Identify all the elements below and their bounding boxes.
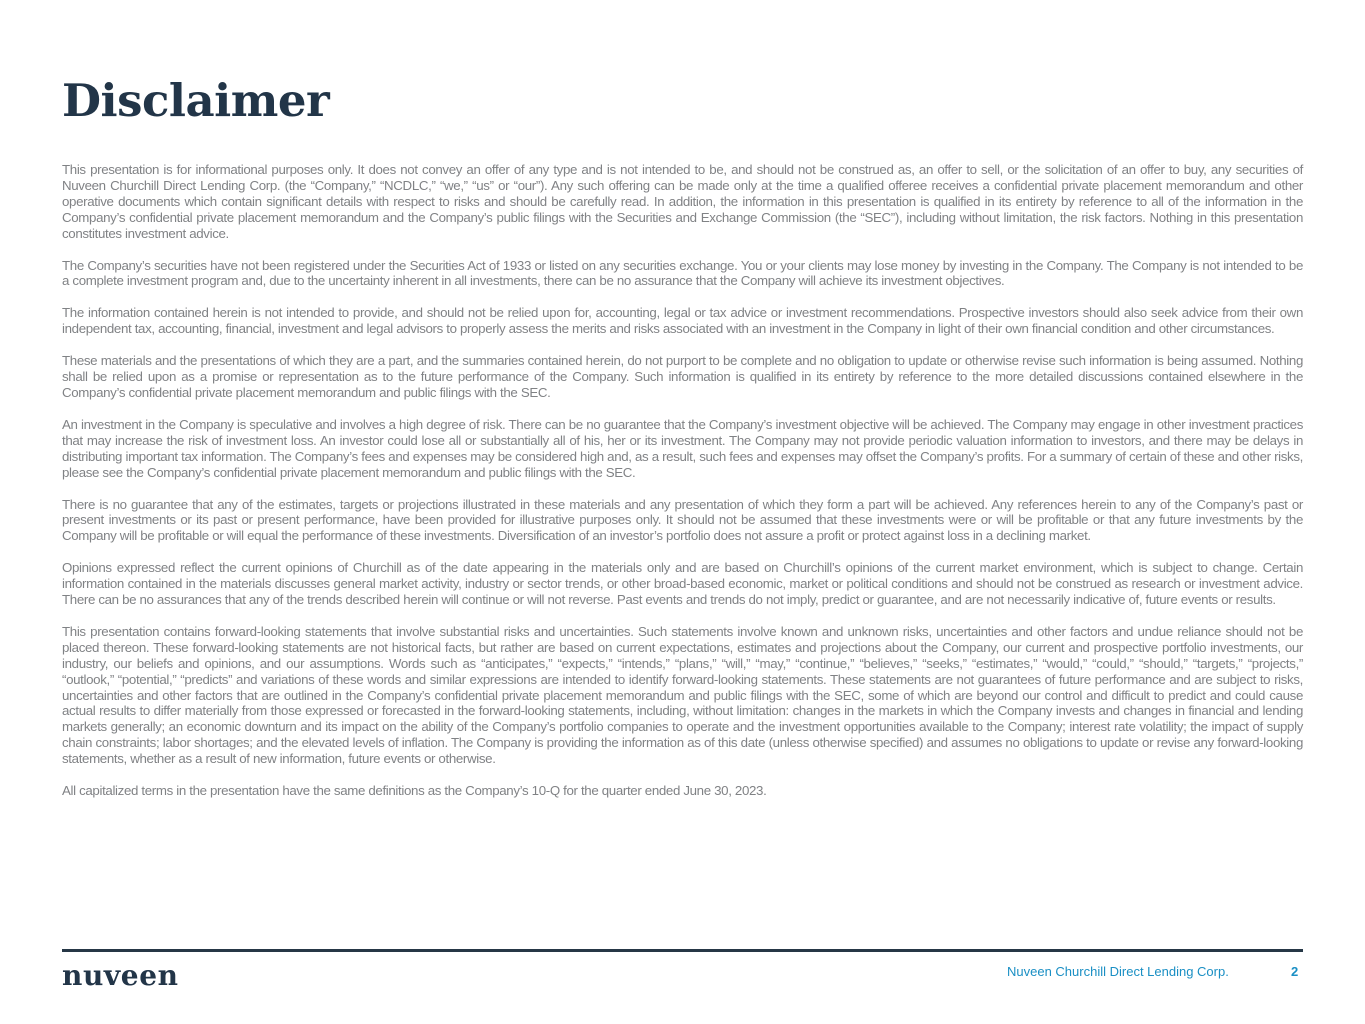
footer-divider — [62, 949, 1303, 952]
footer-company-name: Nuveen Churchill Direct Lending Corp. — [1007, 964, 1229, 979]
page-number: 2 — [1291, 964, 1299, 979]
disclaimer-paragraph: This presentation is for informational purposes only. It does not convey an offer of any type and is not intended to be, and should not be construed as, an offer to sell, or the solicitation of an offer to buy, any securities of Nuveen Churchill Direct Lending Corp. (the “Company,” “NCDLC,” “we,” “us” or “our”). Any such offering can be made only at the time a qualified offeree receives a confidential private placement memorandum and other operative documents which contain significant details with respect to risks and should be carefully read. In addition, the information in this presentation is qualified in its entirety by reference to all of the information in the Company’s confidential private placement memorandum and the Company’s public filings with the Securities and Exchange Commission (the “SEC”), including without limitation, the risk factors. Nothing in this presentation constitutes investment advice. — [62, 162, 1303, 241]
disclaimer-paragraph: The information contained herein is not intended to provide, and should not be relied upon for, accounting, legal or tax advice or investment recommendations. Prospective investors should also seek advice from their own independent tax, accounting, financial, investment and legal advisors to properly assess the merits and risks associated with an investment in the Company in light of their own financial condition and other circumstances. — [62, 305, 1303, 337]
disclaimer-paragraph: The Company’s securities have not been registered under the Securities Act of 1933 or listed on any securities exchange. You or your clients may lose money by investing in the Company. The Company is not intended to be a complete investment program and, due to the uncertainty inherent in all investments, there can be no assurance that the Company will achieve its investment objectives. — [62, 257, 1303, 289]
disclaimer-paragraph: These materials and the presentations of which they are a part, and the summaries contained herein, do not purport to be complete and no obligation to update or otherwise revise such information is being assumed. Nothing shall be relied upon as a promise or representation as to the future performance of the Company. Such information is qualified in its entirety by reference to the more detailed discussions contained elsewhere in the Company’s confidential private placement memorandum and public filings with the SEC. — [62, 353, 1303, 400]
nuveen-logo: nuveen — [62, 959, 179, 992]
disclaimer-paragraph: An investment in the Company is speculative and involves a high degree of risk. There can be no guarantee that the Company’s investment objective will be achieved. The Company may engage in other investment practices that may increase the risk of investment loss. An investor could lose all or substantially all of his, her or its investment. The Company may not provide periodic valuation information to investors, and there may be delays in distributing important tax information. The Company’s fees and expenses may be considered high and, as a result, such fees and expenses may offset the Company’s profits. For a summary of certain of these and other risks, please see the Company’s confidential private placement memorandum and public filings with the SEC. — [62, 416, 1303, 480]
disclaimer-body — [62, 162, 1303, 815]
disclaimer-paragraph: There is no guarantee that any of the estimates, targets or projections illustrated in these materials and any presentation of which they form a part will be achieved. Any references herein to any of the Company’s past or present investments or its past or present performance, have been provided for illustrative purposes only. It should not be assumed that these investments were or will be profitable or that any future investments by the Company will be profitable or will equal the performance of these investments. Diversification of an investor’s portfolio does not assure a profit or protect against loss in a declining market. — [62, 496, 1303, 544]
page-title: Disclaimer — [62, 74, 330, 127]
disclaimer-paragraph: This presentation contains forward-looking statements that involve substantial risks and uncertainties. Such statements involve known and unknown risks, uncertainties and other factors and undue reliance should not be placed thereon. These forward-looking statements are not historical facts, but rather are based on current expectations, estimates and projections about the Company, our current and prospective portfolio investments, our industry, our beliefs and opinions, and our assumptions. Words such as “anticipates,” “expects,” “intends,” “plans,” “will,” “may,” “continue,” “believes,” “seeks,” “estimates,” “would,” “could,” “should,” “targets,” “projects,” “outlook,” “potential,” “predicts” and variations of these words and similar expressions are intended to identify forward-looking statements. These statements are not guarantees of future performance and are subject to risks, uncertainties and other factors that are outlined in the Company’s confidential private placement memorandum and public filings with the SEC, some of which are beyond our control and difficult to predict and could cause actual results to differ materially from those expressed or forecasted in the forward-looking statements, including, without limitation: changes in the markets in which the Company invests and changes in financial and lending markets generally; an economic downturn and its impact on the ability of the Company’s portfolio companies to operate and the investment opportunities available to the Company; interest rate volatility; the impact of supply chain constraints; labor shortages; and the elevated levels of inflation. The Company is providing the information as of this date (unless otherwise specified) and assumes no obligations to update or revise any forward-looking statements, whether as a result of new information, future events or otherwise. — [62, 623, 1303, 767]
disclaimer-paragraph: All capitalized terms in the presentation have the same definitions as the Company’s 10-Q for the quarter ended June 30, 2023. — [62, 783, 767, 799]
disclaimer-paragraph: Opinions expressed reflect the current opinions of Churchill as of the date appearing in the materials only and are based on Churchill’s opinions of the current market environment, which is subject to change. Certain information contained in the materials discusses general market activity, industry or sector trends, or other broad-based economic, market or political conditions and should not be construed as research or investment advice. There can be no assurances that any of the trends described herein will continue or will not reverse. Past events and trends do not imply, predict or guarantee, and are not necessarily indicative of, future events or results. — [62, 560, 1303, 608]
